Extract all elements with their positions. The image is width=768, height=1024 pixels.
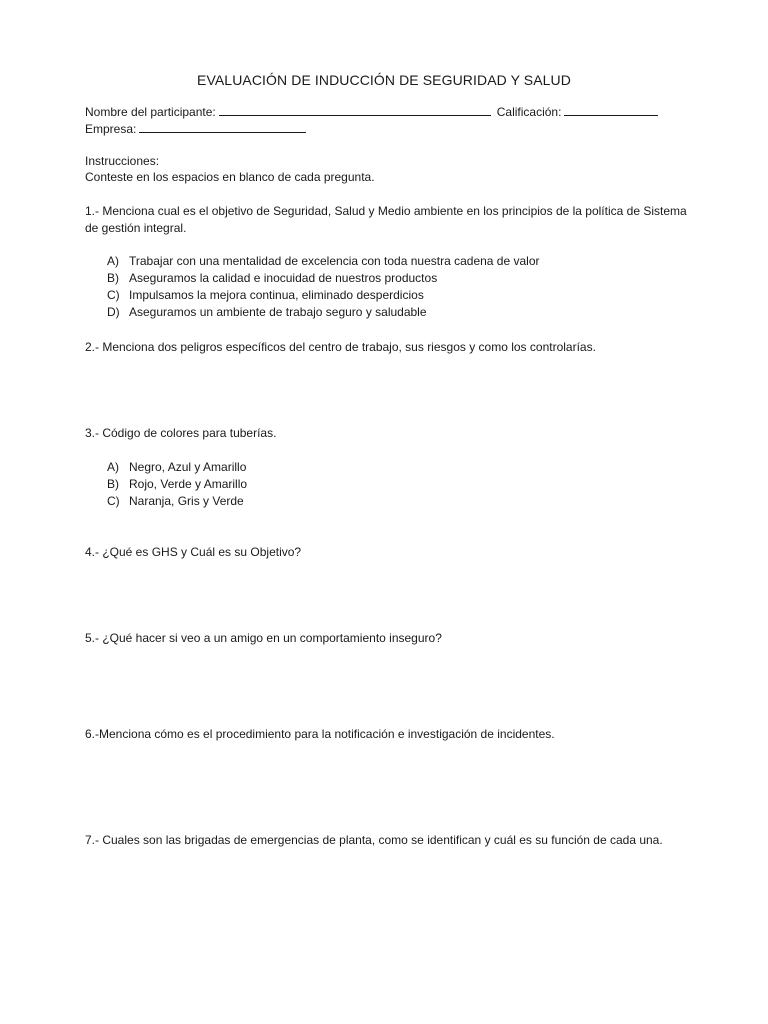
question-3-option-b [107,476,247,492]
option-text: Naranja, Gris y Verde [129,494,244,508]
option-letter: C) [107,288,120,302]
instructions-text: Conteste en los espacios en blanco de cada pregunta. [85,170,375,184]
question-2-text: 2.- Menciona dos peligros específicos del centro de trabajo, sus riesgos y como los controlarías. [85,340,596,354]
company-label: Empresa: [85,122,137,136]
option-text: Aseguramos la calidad e inocuidad de nuestros productos [129,271,438,285]
page-title: EVALUACIÓN DE INDUCCIÓN DE SEGURIDAD Y SALUD [197,72,571,88]
option-text: Rojo, Verde y Amarillo [129,477,248,491]
option-letter: B) [107,271,119,285]
question-1-option-c [107,287,424,303]
instructions-heading: Instrucciones: [85,154,160,168]
question-5-text: 5.- ¿Qué hacer si veo a un amigo en un comportamiento inseguro? [85,631,442,645]
question-1-text: 1.- Menciona cual es el objetivo de Seguridad, Salud y Medio ambiente en los principios de la política de Sistema [85,204,687,218]
question-1-option-a [107,253,540,269]
company-blank[interactable] [139,121,306,133]
grade-label: Calificación: [496,105,562,119]
company-row [85,121,306,137]
option-text: Aseguramos un ambiente de trabajo seguro y saludable [129,305,427,319]
option-text: Trabajar con una mentalidad de excelencia con toda nuestra cadena de valor [129,254,540,268]
question-1-option-b [107,270,437,286]
participant-name-blank[interactable] [219,104,491,116]
participant-row [85,104,658,120]
question-3-option-a [107,459,246,475]
option-text: Impulsamos la mejora continua, eliminado desperdicios [129,288,424,302]
option-letter: B) [107,477,119,491]
question-7-text: 7.- Cuales son las brigadas de emergencias de planta, como se identifican y cuál es su función de cada una. [85,833,663,847]
option-letter: D) [107,305,120,319]
participant-label: Nombre del participante: [85,105,216,119]
grade-blank[interactable] [564,104,658,116]
question-6-text: 6.-Menciona cómo es el procedimiento para la notificación e investigación de incidentes. [85,727,555,741]
question-1-option-d [107,304,427,320]
option-letter: A) [107,254,119,268]
option-letter: C) [107,494,120,508]
question-1-text-cont: de gestión integral. [85,221,187,235]
option-letter: A) [107,460,119,474]
question-3-option-c [107,493,244,509]
question-3-text: 3.- Código de colores para tuberías. [85,426,277,440]
question-4-text: 4.- ¿Qué es GHS y Cuál es su Objetivo? [85,545,302,559]
option-text: Negro, Azul y Amarillo [129,460,247,474]
